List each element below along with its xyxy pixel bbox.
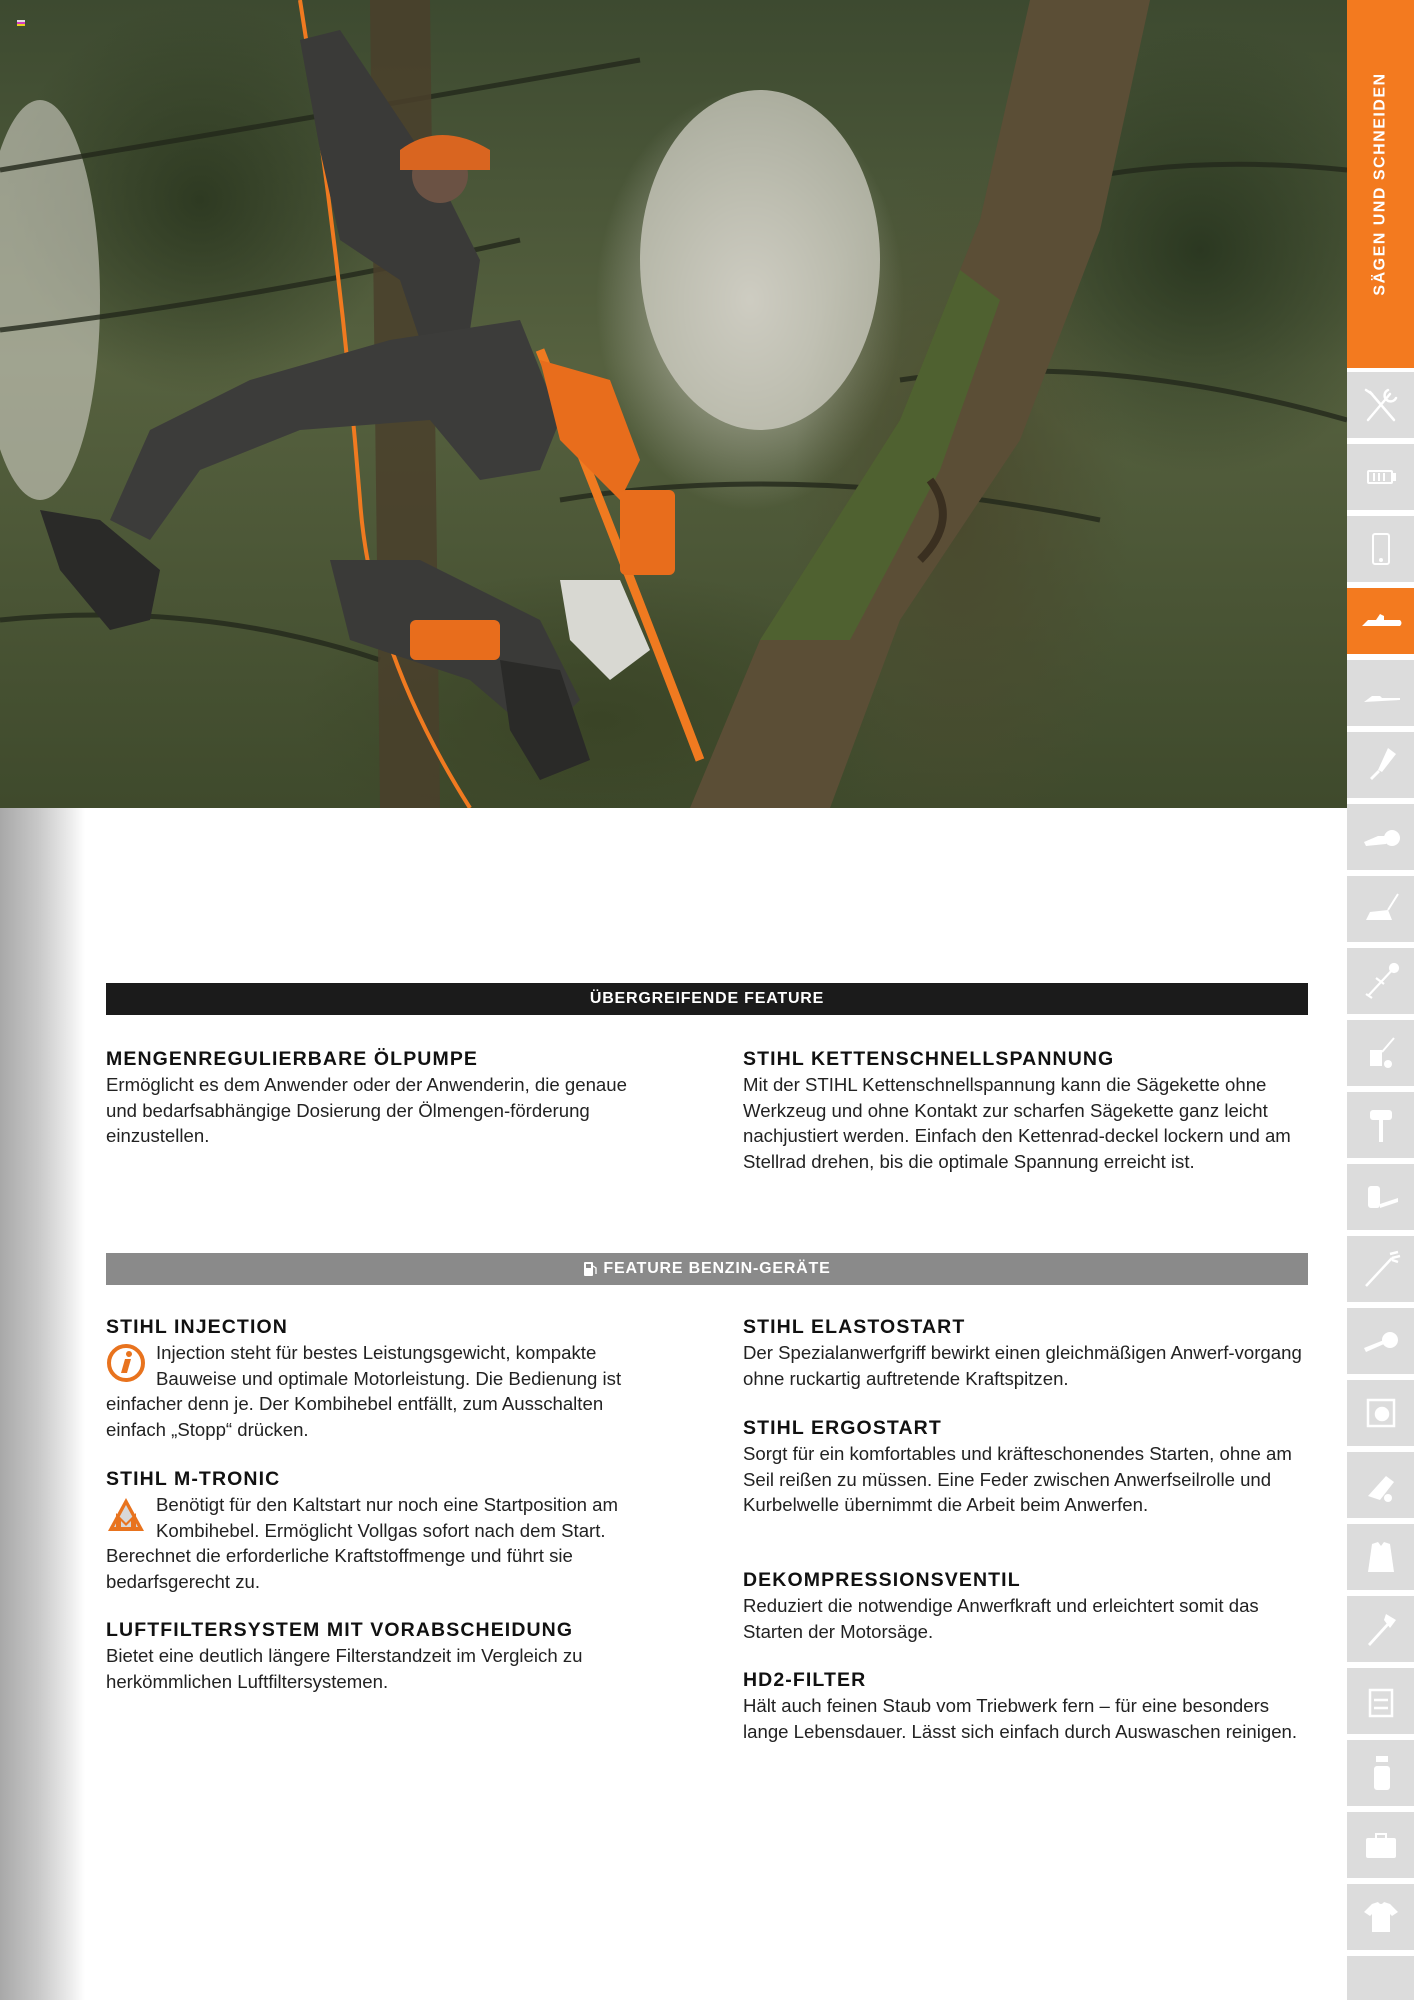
wood-chipper-icon (1358, 1462, 1404, 1508)
fuel-canister-icon (1358, 1678, 1404, 1724)
feature-air-filter-system (106, 1618, 666, 1694)
cut-off-saw-icon (1358, 814, 1404, 860)
section-header-general-features (106, 983, 1308, 1015)
feature-title: DEKOMPRESSIONSVENTIL (743, 1569, 1021, 1591)
injection-i-icon (106, 1343, 152, 1387)
feature-text: Hält auch feinen Staub vom Triebwerk fern – für eine besonders lange Lebensdauer. Lässt sich einfach durch Auswaschen reinigen. (743, 1695, 1298, 1742)
fuel-pump-icon (583, 1261, 597, 1277)
category-title: SÄGEN UND SCHNEIDEN (1371, 72, 1389, 296)
page-gutter-shadow (0, 808, 85, 2000)
feature-m-tronic (106, 1467, 666, 1594)
blower-icon (1358, 1318, 1404, 1364)
m-tronic-icon (106, 1495, 152, 1539)
sidebar-tab-chainsaws[interactable] (1347, 585, 1414, 654)
feature-title: STIHL INJECTION (106, 1316, 288, 1338)
section-header-petrol-features (106, 1253, 1308, 1285)
sidebar-tab-blank[interactable] (1347, 1953, 1414, 2000)
sidebar-tab-tillers[interactable] (1347, 1017, 1414, 1086)
backpack-blower-icon (1358, 1174, 1404, 1220)
sidebar-tab-blowers[interactable] (1347, 1305, 1414, 1374)
feature-title: HD2-FILTER (743, 1669, 867, 1691)
feature-text: Ermöglicht es dem Anwender oder der Anwenderin, die genaue und bedarfsabhängige Dosierung der Ölmengen-förderung einzustellen. (106, 1074, 627, 1147)
hero-photo (0, 0, 1347, 808)
sidebar-tab-care-products[interactable] (1347, 1737, 1414, 1806)
feature-title: STIHL M-TRONIC (106, 1468, 281, 1490)
sidebar-tab-battery[interactable] (1347, 441, 1414, 510)
section-title: ÜBERGREIFENDE FEATURE (589, 990, 825, 1007)
sidebar-tab-axes[interactable] (1347, 1593, 1414, 1662)
sweeper-icon (1358, 1246, 1404, 1292)
blank-icon (1358, 1955, 1404, 2000)
earth-auger-icon (1358, 1102, 1404, 1148)
tiller-icon (1358, 1030, 1404, 1076)
spray-bottle-icon (1358, 1750, 1404, 1796)
sidebar-tab-wood-chippers[interactable] (1347, 1449, 1414, 1518)
tshirt-icon (1358, 1894, 1404, 1940)
sidebar-tab-tools[interactable] (1347, 369, 1414, 438)
sidebar-tab-hedge-trimmers[interactable] (1347, 729, 1414, 798)
feature-injection (106, 1315, 666, 1442)
battery-icon (1358, 454, 1404, 500)
feature-text: Benötigt für den Kaltstart nur noch eine Startposition am Kombihebel. Ermöglicht Vollgas sofort nach dem Start. Berechnet die erforderliche Kraftstoffmenge und führt sie bedarfsgerecht zu. (106, 1494, 619, 1592)
feature-text: Sorgt für ein komfortables und kräfteschonendes Starten, ohne am Seil reißen zu müssen. Eine Feder zwischen Anwerfseilrolle und Kurbelwelle übernimmt die Arbeit beim Anwerfen. (743, 1443, 1292, 1516)
category-title-tab[interactable] (1347, 0, 1414, 368)
grass-trimmer-icon (1358, 958, 1404, 1004)
sidebar-tab-sweepers[interactable] (1347, 1233, 1414, 1302)
feature-text: Der Spezialanwerfgriff bewirkt einen gleichmäßigen Anwerf-vorgang ohne ruckartig auftretende Kraftspitzen. (743, 1342, 1302, 1389)
axe-icon (1358, 1606, 1404, 1652)
tools-icon (1358, 382, 1404, 428)
pole-pruner-icon (1358, 670, 1404, 716)
protective-jacket-icon (1358, 1534, 1404, 1580)
feature-title: STIHL KETTENSCHNELLSPANNUNG (743, 1048, 1115, 1070)
feature-title: STIHL ELASTOSTART (743, 1316, 966, 1338)
lawn-mower-icon (1358, 886, 1404, 932)
feature-decompression-valve (743, 1568, 1303, 1644)
feature-title: LUFTFILTERSYSTEM MIT VORABSCHEIDUNG (106, 1619, 574, 1641)
category-sidebar (1347, 0, 1414, 2000)
feature-chain-tensioning (743, 1047, 1303, 1174)
feature-text: Mit der STIHL Kettenschnellspannung kann die Sägekette ohne Werkzeug und ohne Kontakt zur scharfen Sägekette ganz leicht nachjustiert werden. Einfach den Kettenrad-deckel lockern und am Stellrad drehen, bis die optimale Spannung erreicht ist. (743, 1074, 1291, 1172)
sidebar-tab-fuel-canisters[interactable] (1347, 1665, 1414, 1734)
language-flag-icon (17, 20, 25, 26)
sidebar-tab-generators[interactable] (1347, 1377, 1414, 1446)
feature-title: STIHL ERGOSTART (743, 1417, 942, 1439)
feature-elastostart (743, 1315, 1303, 1391)
sidebar-tab-earth-augers[interactable] (1347, 1089, 1414, 1158)
feature-hd2-filter (743, 1668, 1303, 1744)
sidebar-tab-backpack-blowers[interactable] (1347, 1161, 1414, 1230)
feature-title: MENGENREGULIERBARE ÖLPUMPE (106, 1048, 479, 1070)
hedge-trimmer-icon (1358, 742, 1404, 788)
feature-text: Reduziert die notwendige Anwerfkraft und erleichtert somit das Starten der Motorsäge. (743, 1595, 1259, 1642)
sidebar-tab-cut-off-saws[interactable] (1347, 801, 1414, 870)
feature-text: Injection steht für bestes Leistungsgewicht, kompakte Bauweise und optimale Motorleistung. Die Bedienung ist einfacher denn je. Der Kombihebel entfällt, zum Ausschalten einfach „Stopp“ drücken. (106, 1342, 622, 1440)
tree-climber-illustration (0, 0, 1347, 808)
feature-ergostart (743, 1416, 1303, 1518)
feature-oil-pump (106, 1047, 666, 1149)
section-title: FEATURE BENZIN-GERÄTE (603, 1260, 831, 1277)
feature-text: Bietet eine deutlich längere Filterstandzeit im Vergleich zu herkömmlichen Luftfiltersystemen. (106, 1645, 583, 1692)
generator-icon (1358, 1390, 1404, 1436)
chainsaw-icon (1358, 598, 1404, 644)
sidebar-tab-tool-cases[interactable] (1347, 1809, 1414, 1878)
sidebar-tab-lawn-mowers[interactable] (1347, 873, 1414, 942)
sidebar-tab-pole-pruners[interactable] (1347, 657, 1414, 726)
smartphone-icon (1358, 526, 1404, 572)
sidebar-tab-merchandise[interactable] (1347, 1881, 1414, 1950)
sidebar-tab-smart[interactable] (1347, 513, 1414, 582)
sidebar-tab-grass-trimmers[interactable] (1347, 945, 1414, 1014)
sidebar-tab-protective-clothing[interactable] (1347, 1521, 1414, 1590)
toolbox-icon (1358, 1822, 1404, 1868)
